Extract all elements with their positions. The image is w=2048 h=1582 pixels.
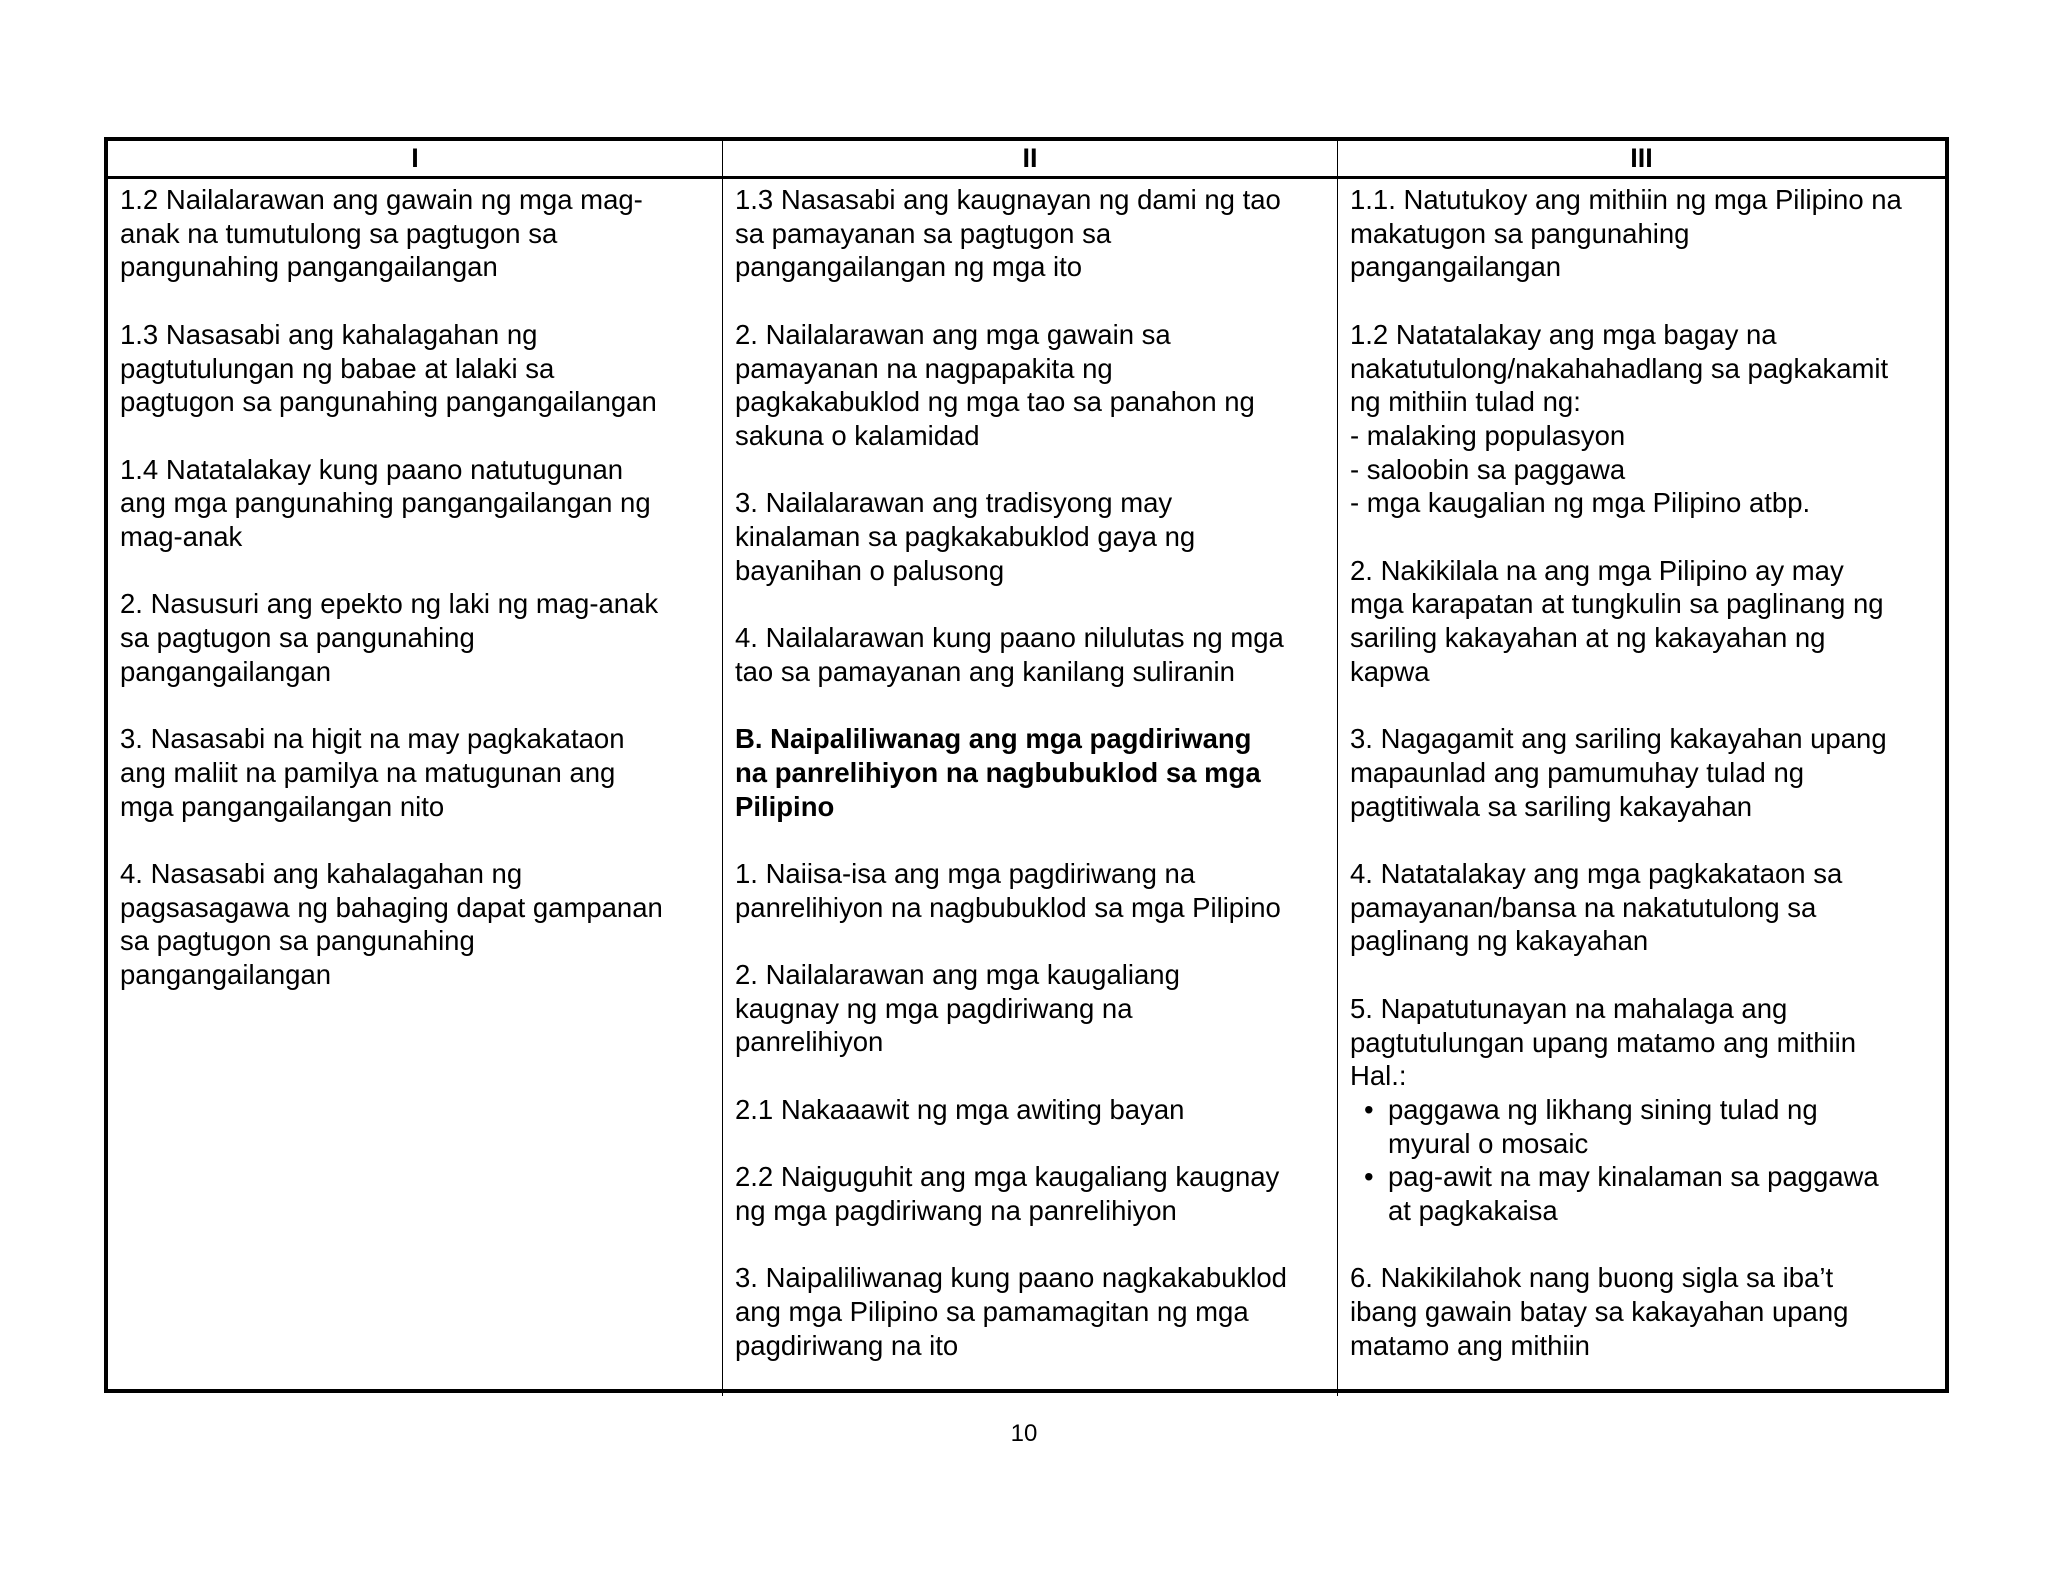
page-number: 10 bbox=[1010, 1420, 1038, 1447]
objective-line: - malaking populasyon bbox=[1350, 419, 1626, 451]
objective-line: pagdiriwang na ito bbox=[735, 1329, 959, 1361]
objective-line: 2.2 Naiguguhit ang mga kaugaliang kaugnay bbox=[735, 1161, 1280, 1193]
bullet-icon: • bbox=[1364, 1093, 1374, 1125]
objective-line: 1.3 Nasasabi ang kaugnayan ng dami ng tao bbox=[735, 184, 1281, 215]
objective-line: pagtutulungan ng babae at lalaki sa bbox=[120, 352, 555, 384]
objective-line: 4. Nasasabi ang kahalagahan ng bbox=[120, 857, 523, 889]
objective-line: pagkakabuklod ng mga tao sa panahon ng bbox=[735, 386, 1255, 418]
competency-table bbox=[104, 137, 1949, 1393]
objective-block bbox=[735, 486, 1325, 587]
objective-line: matamo ang mithiin bbox=[1350, 1329, 1590, 1361]
objective-block bbox=[1350, 554, 1933, 689]
objective-line: 3. Nasasabi na higit na may pagkakataon bbox=[120, 723, 625, 755]
objective-block bbox=[735, 621, 1325, 688]
objective-line: ng mithiin tulad ng: bbox=[1350, 386, 1581, 418]
objective-block bbox=[735, 318, 1325, 453]
objective-line: pagtitiwala sa sariling kakayahan bbox=[1350, 790, 1753, 822]
column-header-iii: III bbox=[1338, 141, 1945, 179]
objective-line: 1.1. Natutukoy ang mithiin ng mga Pilipino na bbox=[1350, 184, 1902, 215]
objective-line: panrelihiyon bbox=[735, 1026, 884, 1058]
bullet-line: myural o mosaic bbox=[1388, 1127, 1589, 1159]
objective-line: 2. Nasusuri ang epekto ng laki ng mag-anak bbox=[120, 588, 659, 620]
objective-line: pamayanan na nagpapakita ng bbox=[735, 352, 1113, 384]
objective-line: bayanihan o palusong bbox=[735, 554, 1005, 586]
objective-block bbox=[735, 183, 1325, 284]
objective-line: sa pagtugon sa pangunahing bbox=[120, 622, 475, 654]
objective-line: - saloobin sa paggawa bbox=[1350, 453, 1626, 485]
objective-line: mga pangangailangan nito bbox=[120, 790, 445, 822]
objective-line: na panrelihiyon na nagbubuklod sa mga bbox=[735, 756, 1261, 788]
objective-block bbox=[1350, 1261, 1933, 1362]
objective-line: mapaunlad ang pamumuhay tulad ng bbox=[1350, 756, 1805, 788]
objective-line: 1.3 Nasasabi ang kahalagahan ng bbox=[120, 318, 538, 350]
objective-line: makatugon sa pangunahing bbox=[1350, 217, 1690, 249]
objective-line: B. Naipaliliwanag ang mga pagdiriwang bbox=[735, 723, 1252, 755]
objective-line: 2. Nailalarawan ang mga gawain sa bbox=[735, 318, 1171, 350]
column-iii-content bbox=[1338, 179, 1945, 1396]
column-header-ii: II bbox=[723, 141, 1338, 179]
objective-line: panrelihiyon na nagbubuklod sa mga Pilipino bbox=[735, 891, 1281, 923]
objective-line: sakuna o kalamidad bbox=[735, 419, 980, 451]
bullet-text: pag-awit na may kinalaman sa paggawa bbox=[1388, 1161, 1879, 1193]
objective-line: mga karapatan at tungkulin sa paglinang ng bbox=[1350, 588, 1884, 620]
bullet-text: paggawa ng likhang sining tulad ng bbox=[1388, 1093, 1818, 1125]
bullet-line bbox=[1350, 1160, 1933, 1194]
column-i-content bbox=[108, 179, 723, 1396]
objective-block bbox=[735, 857, 1325, 924]
objective-line: pagtutulungan upang matamo ang mithiin bbox=[1350, 1026, 1857, 1058]
objective-line: ng mga pagdiriwang na panrelihiyon bbox=[735, 1194, 1177, 1226]
objective-line: 2. Nailalarawan ang mga kaugaliang bbox=[735, 959, 1180, 991]
objective-block bbox=[735, 1261, 1325, 1362]
objective-line: kapwa bbox=[1350, 655, 1430, 687]
objective-line: 2. Nakikilala na ang mga Pilipino ay may bbox=[1350, 554, 1844, 586]
objective-block bbox=[735, 958, 1325, 1059]
objective-line: mag-anak bbox=[120, 521, 243, 552]
objective-line: sa pagtugon sa pangunahing bbox=[120, 925, 475, 957]
objective-line: 1. Naiisa-isa ang mga pagdiriwang na bbox=[735, 857, 1196, 889]
objective-line: kaugnay ng mga pagdiriwang na bbox=[735, 992, 1133, 1024]
objective-line: pagsasagawa ng bahaging dapat gampanan bbox=[120, 891, 663, 923]
objective-line: sariling kakayahan at ng kakayahan ng bbox=[1350, 622, 1826, 654]
objective-block bbox=[1350, 992, 1933, 1228]
objective-block bbox=[735, 1160, 1325, 1227]
objective-line: 6. Nakikilahok nang buong sigla sa iba’t bbox=[1350, 1262, 1834, 1294]
objective-block bbox=[120, 453, 710, 554]
objective-line: pamayanan/bansa na nakatutulong sa bbox=[1350, 891, 1817, 923]
objective-line: 3. Naipaliliwanag kung paano nagkakabuklod bbox=[735, 1262, 1287, 1294]
objective-line: 1.4 Natatalakay kung paano natutugunan bbox=[120, 453, 624, 485]
objective-block bbox=[1350, 722, 1933, 823]
objective-line: 1.2 Natatalakay ang mga bagay na bbox=[1350, 318, 1777, 350]
objective-line: tao sa pamayanan ang kanilang suliranin bbox=[735, 655, 1235, 687]
objective-block bbox=[120, 857, 710, 992]
objective-line: 3. Nagagamit ang sariling kakayahan upang bbox=[1350, 723, 1887, 755]
objective-line: ibang gawain batay sa kakayahan upang bbox=[1350, 1296, 1849, 1328]
column-ii-content bbox=[723, 179, 1338, 1396]
bullet-line: at pagkakaisa bbox=[1388, 1195, 1558, 1227]
objective-block bbox=[1350, 183, 1933, 284]
objective-line: pangunahing pangangailangan bbox=[120, 251, 498, 283]
objective-line: ang mga Pilipino sa pamamagitan ng mga bbox=[735, 1296, 1249, 1328]
objective-line: 5. Napatutunayan na mahalaga ang bbox=[1350, 992, 1788, 1024]
objective-line: 1.2 Nailalarawan ang gawain ng mga mag- bbox=[120, 184, 643, 215]
objective-line: nakatutulong/nakahahadlang sa pagkakamit bbox=[1350, 352, 1889, 384]
bullet-icon: • bbox=[1364, 1161, 1374, 1193]
objective-block bbox=[735, 722, 1325, 823]
objective-line: 3. Nailalarawan ang tradisyong may bbox=[735, 487, 1173, 519]
objective-line: ang maliit na pamilya na matugunan ang bbox=[120, 756, 616, 788]
objective-line: Hal.: bbox=[1350, 1060, 1407, 1092]
objective-block bbox=[1350, 857, 1933, 958]
column-header-i: I bbox=[108, 141, 723, 179]
objective-line: sa pamayanan sa pagtugon sa bbox=[735, 217, 1112, 249]
objective-line: 4. Natatalakay ang mga pagkakataon sa bbox=[1350, 858, 1843, 889]
objective-line: kinalaman sa pagkakabuklod gaya ng bbox=[735, 521, 1196, 552]
objective-block bbox=[1350, 318, 1933, 520]
objective-line: pangangailangan ng mga ito bbox=[735, 251, 1083, 283]
objective-line: - mga kaugalian ng mga Pilipino atbp. bbox=[1350, 487, 1811, 519]
objective-line: anak na tumutulong sa pagtugon sa bbox=[120, 217, 558, 249]
objective-block bbox=[735, 1093, 1325, 1127]
objective-block bbox=[120, 587, 710, 688]
objective-line: 2.1 Nakaaawit ng mga awiting bayan bbox=[735, 1093, 1185, 1125]
objective-line: 4. Nailalarawan kung paano nilulutas ng mga bbox=[735, 622, 1284, 654]
objective-line: pagtugon sa pangunahing pangangailangan bbox=[120, 386, 657, 418]
objective-line: paglinang ng kakayahan bbox=[1350, 925, 1649, 957]
objective-block bbox=[120, 183, 710, 284]
objective-block bbox=[120, 318, 710, 419]
objective-line: pangangailangan bbox=[120, 959, 332, 991]
bullet-line bbox=[1350, 1093, 1933, 1127]
objective-block bbox=[120, 722, 710, 823]
objective-line: ang mga pangunahing pangangailangan ng bbox=[120, 487, 651, 519]
objective-line: pangangailangan bbox=[1350, 251, 1562, 283]
objective-line: Pilipino bbox=[735, 790, 835, 822]
objective-line: pangangailangan bbox=[120, 655, 332, 687]
